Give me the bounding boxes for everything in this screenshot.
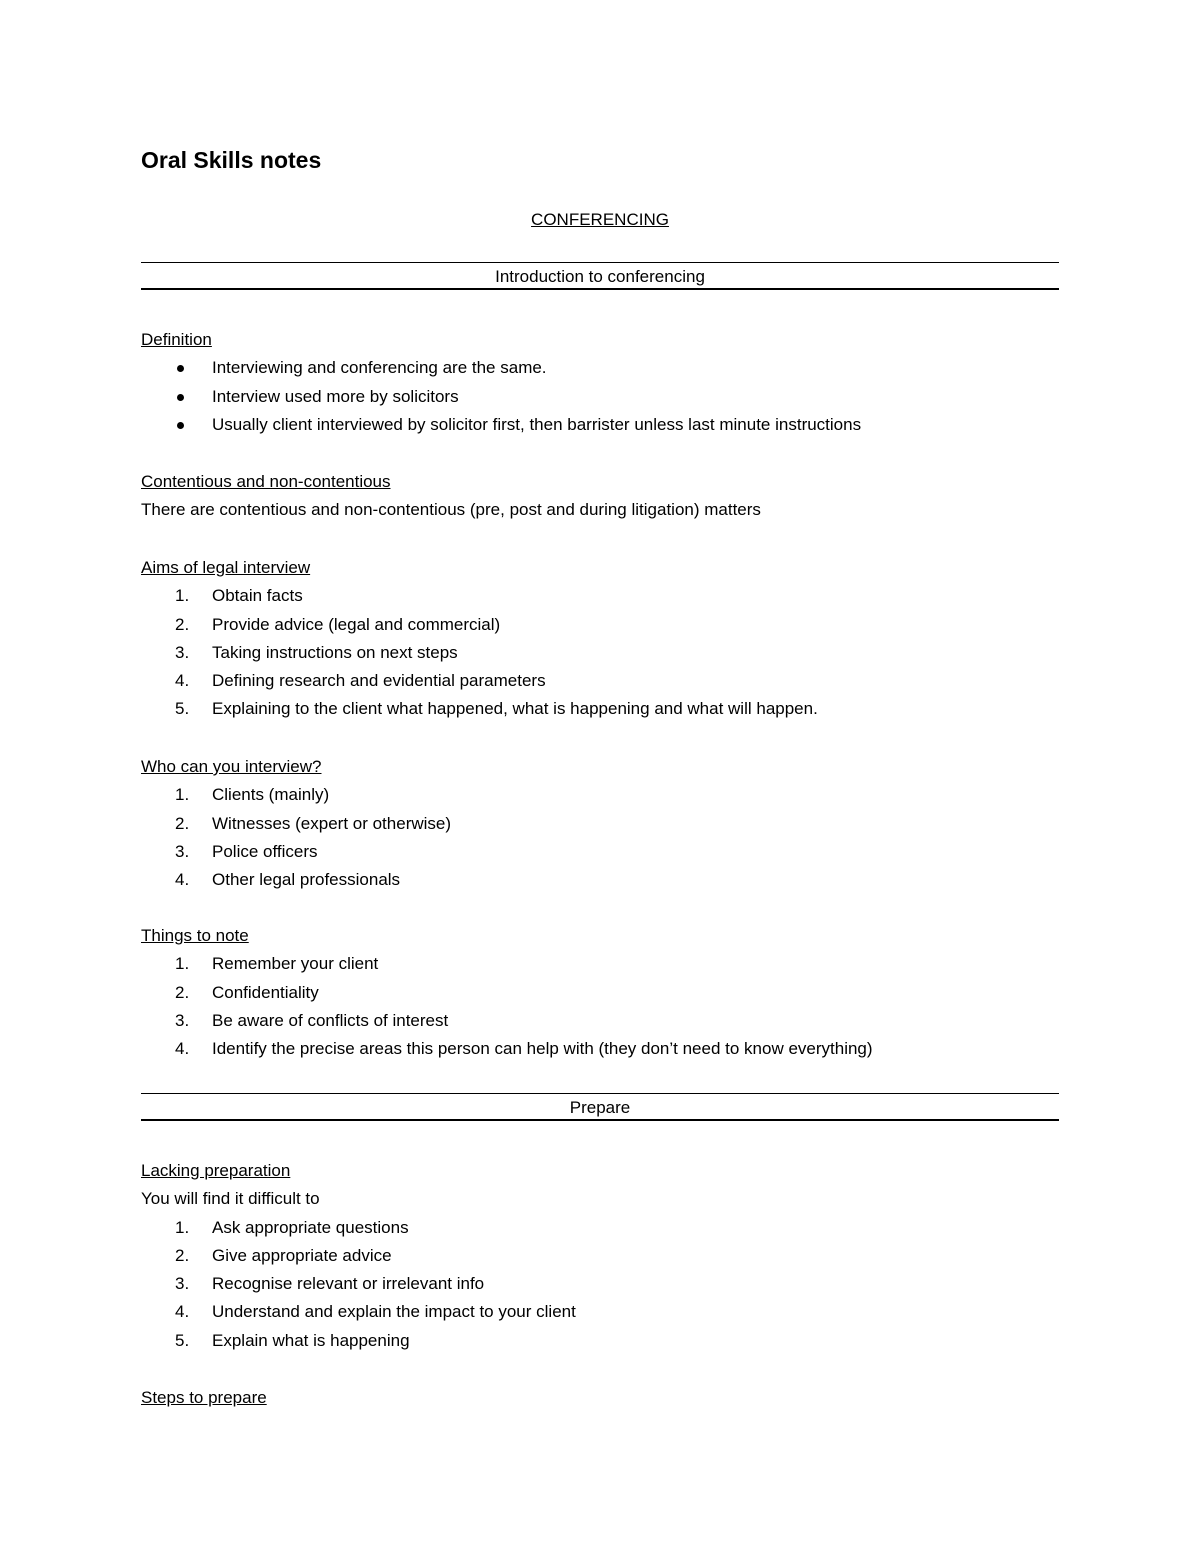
lacking-text: You will find it difficult to <box>141 1189 320 1209</box>
things-block <box>141 922 1059 1063</box>
list-item: 2. Witnesses (expert or otherwise) <box>175 813 452 833</box>
list-item: 4. Understand and explain the impact to your client <box>175 1302 576 1322</box>
list-item: 3. Police officers <box>175 841 318 861</box>
list-item: 1. Obtain facts <box>175 586 303 606</box>
lacking-heading: Lacking preparation <box>141 1161 291 1180</box>
bullet-icon <box>177 422 184 429</box>
list-item: 2. Provide advice (legal and commercial) <box>175 614 501 634</box>
contentious-text: There are contentious and non-contentious (pre, post and during litigation) matters <box>141 500 761 520</box>
list-item: Usually client interviewed by solicitor first, then barrister unless last minute instructions <box>141 411 1059 439</box>
steps-block <box>141 1384 1059 1412</box>
list-item: 5. Explaining to the client what happened, what is happening and what will happen. <box>175 699 818 719</box>
list-item: 2. Confidentiality <box>175 982 319 1002</box>
list-item: Interview used more by solicitors <box>141 383 1059 411</box>
section-band-introduction: Introduction to conferencing <box>141 262 1059 290</box>
list-item: 3. Taking instructions on next steps <box>175 642 458 662</box>
things-heading: Things to note <box>141 926 249 945</box>
who-heading: Who can you interview? <box>141 757 322 776</box>
list-item: 4. Other legal professionals <box>175 870 401 890</box>
bullet-icon <box>177 394 184 401</box>
who-block <box>141 753 1059 894</box>
aims-block <box>141 554 1059 724</box>
contentious-heading: Contentious and non-contentious <box>141 472 391 491</box>
document-title: Oral Skills notes <box>141 147 322 173</box>
definition-block <box>141 326 1059 439</box>
list-item: 1. Clients (mainly) <box>175 785 330 805</box>
list-item: 2. Give appropriate advice <box>175 1245 392 1265</box>
list-item: 4. Identify the precise areas this person can help with (they don’t need to know everything) <box>175 1039 873 1059</box>
bullet-icon <box>177 365 184 372</box>
lacking-block <box>141 1157 1059 1355</box>
list-item: 1. Ask appropriate questions <box>175 1217 409 1237</box>
contentious-block <box>141 468 1059 525</box>
list-item: 3. Be aware of conflicts of interest <box>175 1010 449 1030</box>
list-item: 3. Recognise relevant or irrelevant info <box>175 1274 485 1294</box>
list-item: 4. Defining research and evidential parameters <box>175 671 546 691</box>
definition-heading: Definition <box>141 330 212 349</box>
main-heading: CONFERENCING <box>531 210 669 229</box>
section-band-prepare: Prepare <box>141 1093 1059 1121</box>
list-item: Interviewing and conferencing are the same. <box>141 354 1059 382</box>
steps-heading: Steps to prepare <box>141 1388 267 1407</box>
list-item: 1. Remember your client <box>175 954 379 974</box>
list-item: 5. Explain what is happening <box>175 1330 410 1350</box>
aims-heading: Aims of legal interview <box>141 558 311 577</box>
